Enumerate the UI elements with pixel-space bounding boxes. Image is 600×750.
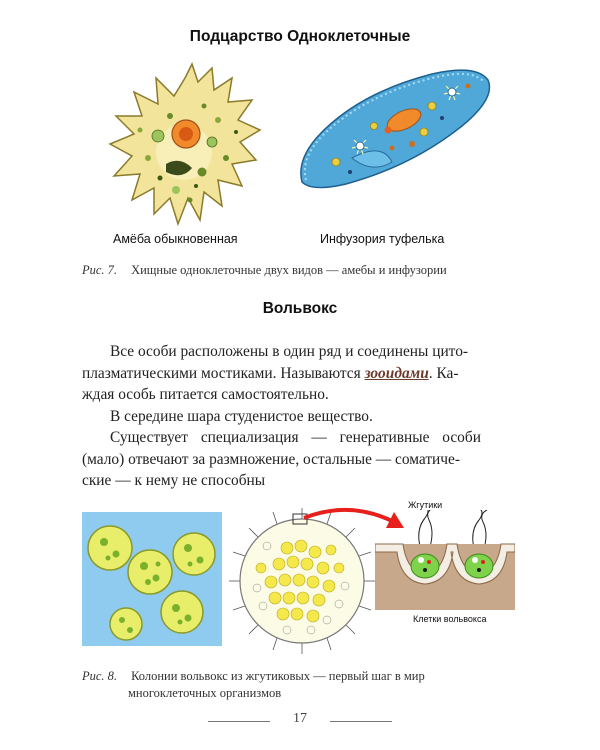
section-title-volvox: Вольвокс — [262, 300, 338, 317]
term-zooids: зооидами — [364, 364, 429, 382]
footer-rule-left — [208, 721, 270, 722]
figure-8-number: Рис. 8. — [82, 669, 118, 683]
paramecium-illustration — [292, 62, 496, 194]
paragraph-1-line-2-end: . Ка- — [428, 364, 459, 382]
figure-7-number: Рис. 7. — [82, 263, 118, 277]
paragraph-1-line-3: ждая особь питается самостоятельно. — [82, 386, 329, 403]
paragraph-1-line-1: Все особи расположены в один ряд и соединены цито- — [110, 343, 469, 360]
cells-label: Клетки вольвокса — [413, 614, 487, 624]
volvox-photo — [82, 512, 222, 646]
paragraph-3-line-1: Существует специализация — генеративные особи — [110, 429, 481, 446]
volvox-cells-diagram — [375, 510, 515, 610]
paragraph-1-line-2-text: плазматическими мостиками. Называются — [82, 364, 365, 382]
amoeba-illustration — [100, 60, 270, 232]
section-title-protozoa: Подцарство Одноклеточные — [189, 28, 411, 45]
footer-rule-right — [330, 721, 392, 722]
paramecium-label: Инфузория туфелька — [320, 232, 445, 246]
volvox-description — [82, 341, 518, 492]
paragraph-3-line-2: (мало) отвечают за размножение, остальные — соматиче- — [82, 450, 460, 468]
figure-7-text: Хищные одноклеточные двух видов — амебы и инфузории — [131, 263, 447, 277]
amoeba-label: Амёба обыкновенная — [113, 232, 238, 246]
figure-8-caption — [82, 668, 532, 702]
figure-8-text-line-1: Колонии вольвокс из жгутиковых — первый шаг в мир — [131, 669, 425, 683]
figure-8-text-line-2: многоклеточных организмов — [128, 686, 282, 700]
figure-8-line-1 — [82, 668, 532, 685]
page-number: 17 — [293, 711, 307, 726]
flagella-label: Жгутики — [408, 500, 443, 510]
paragraph-1-line-2 — [82, 363, 518, 385]
figure-7-caption — [82, 262, 552, 279]
paragraph-2: В середине шара студенистое вещество. — [110, 407, 373, 425]
paragraph-3-line-3: ские — к нему не способны — [82, 472, 266, 489]
